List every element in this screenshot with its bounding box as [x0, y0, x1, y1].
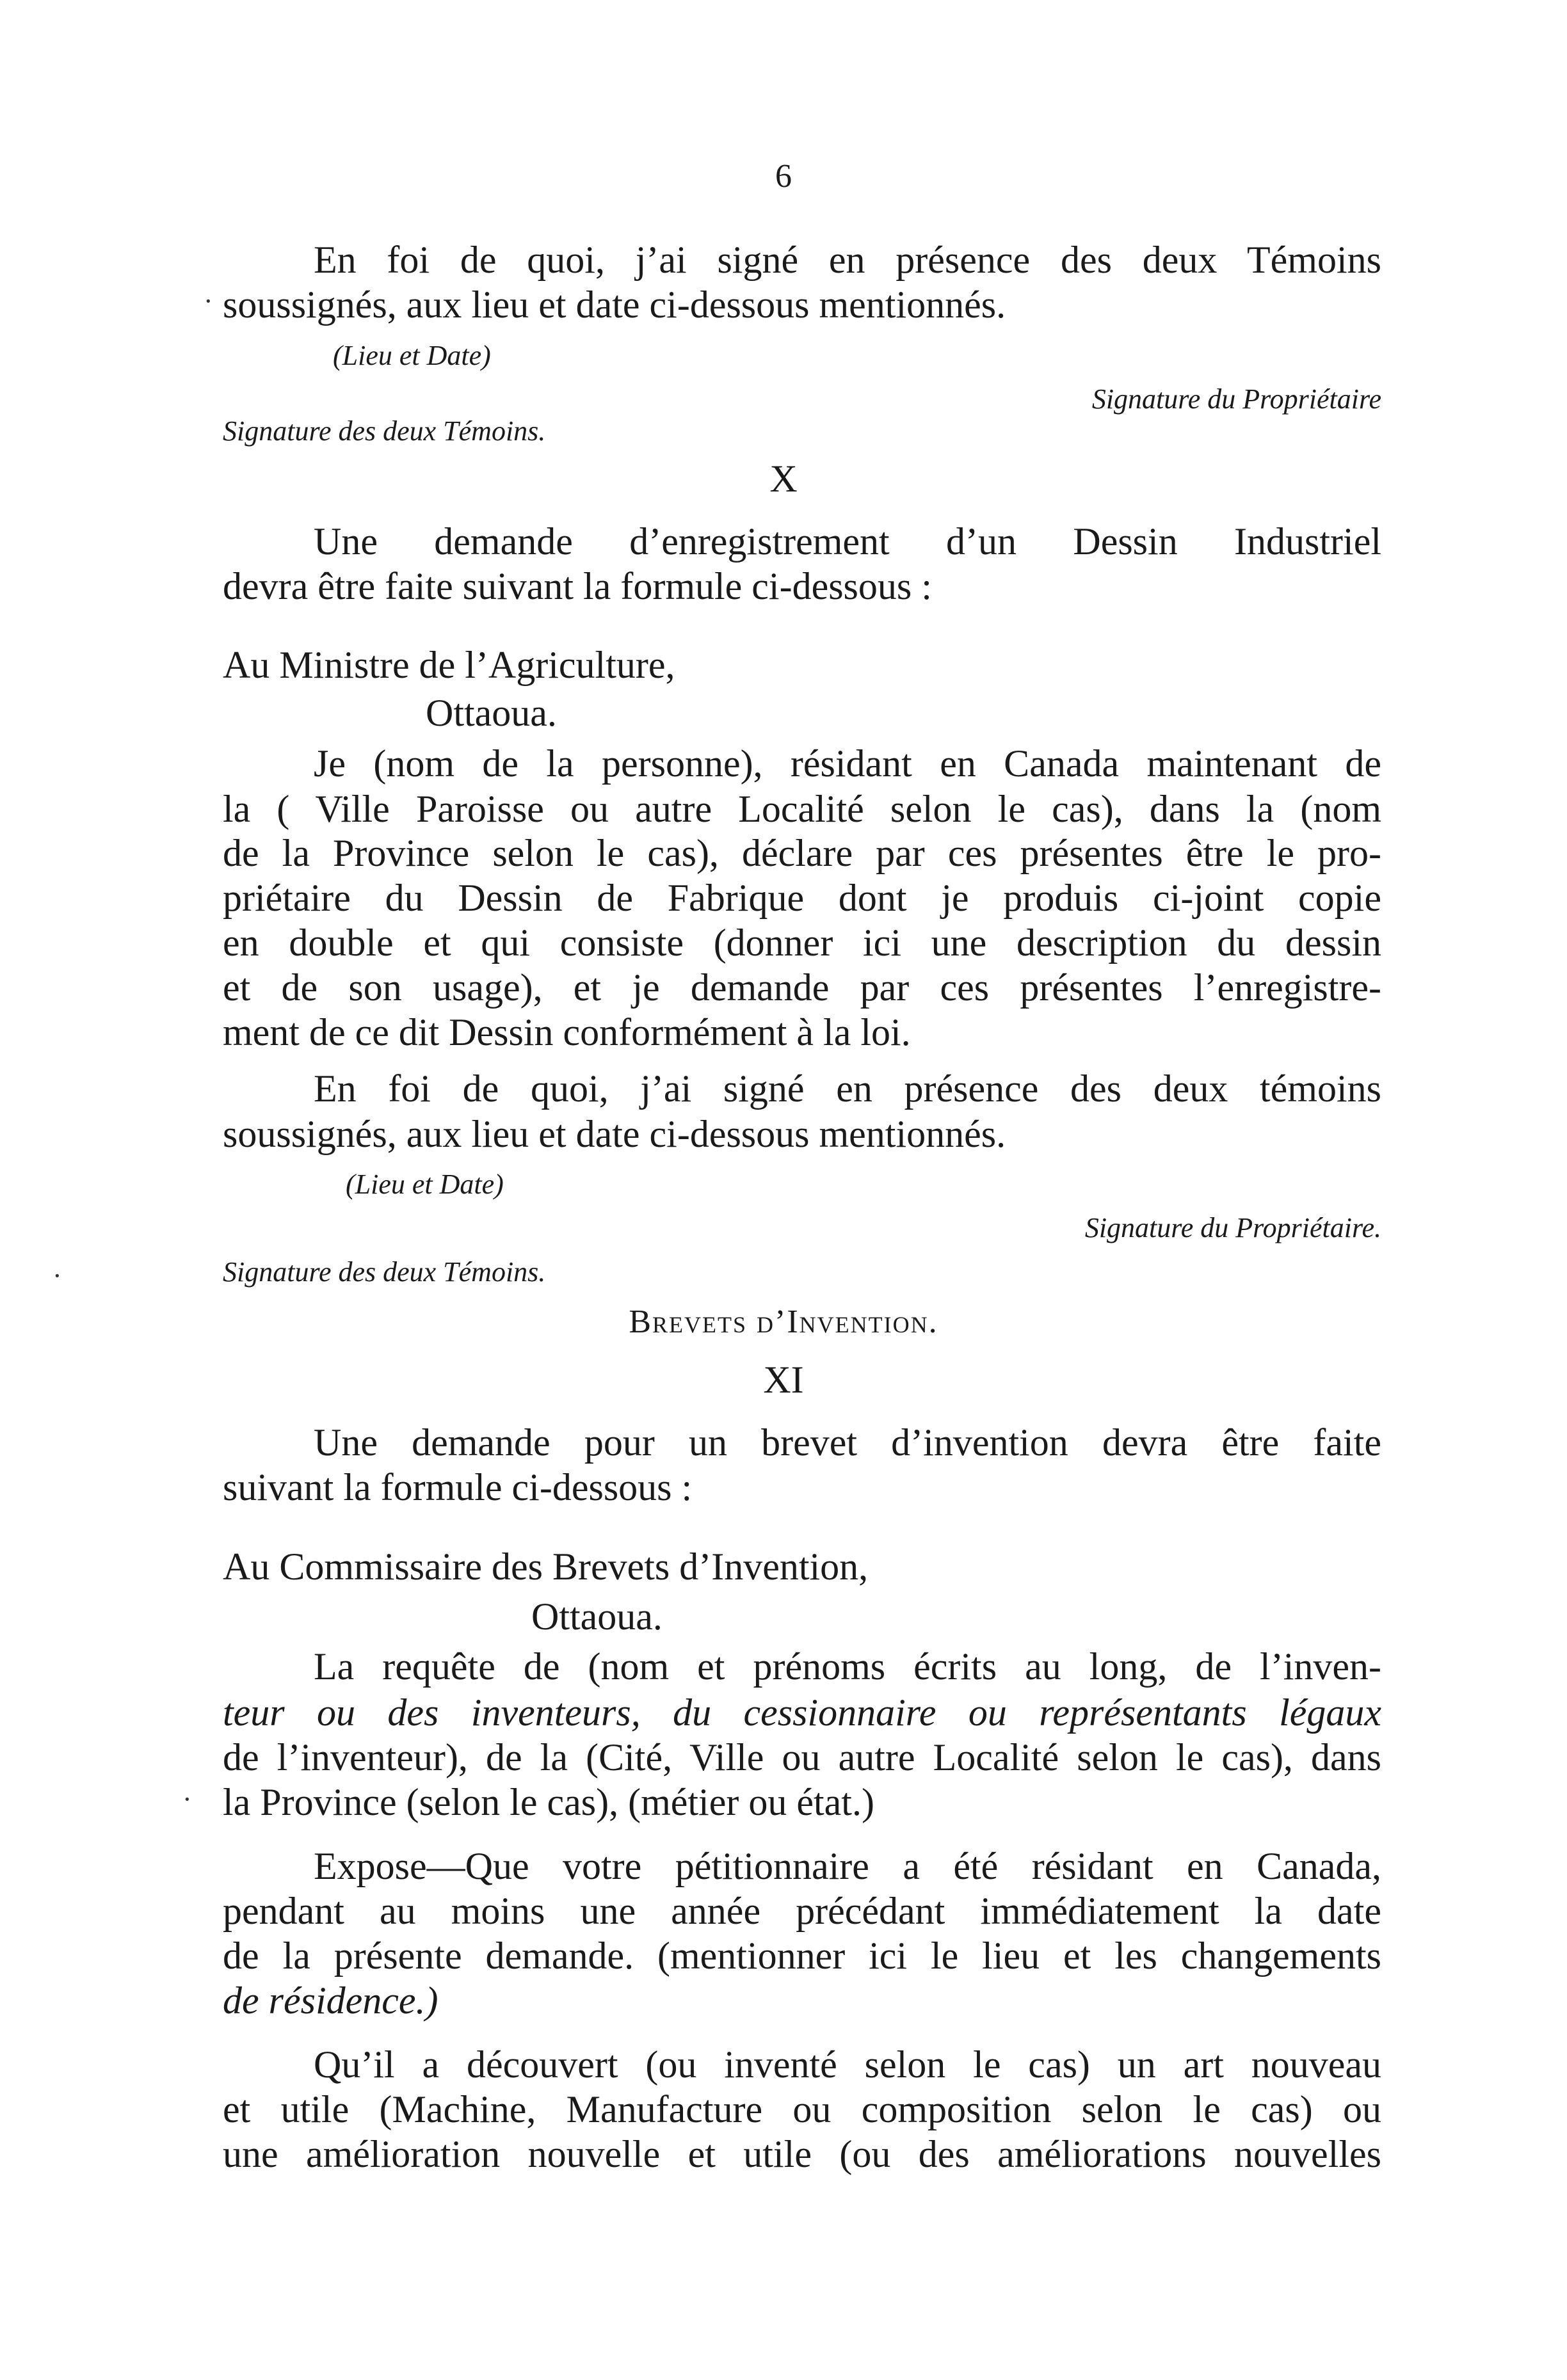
paragraph-line: de la Province selon le cas), déclare par ces présentes être le pro-: [223, 832, 1381, 874]
print-speck: ·: [52, 1260, 62, 1291]
paragraph-line: priétaire du Dessin de Fabrique dont je produis ci-joint copie: [223, 877, 1381, 919]
paragraph-line: soussignés, aux lieu et date ci-dessous mentionnés.: [223, 1113, 1006, 1155]
print-speck: ·: [204, 285, 213, 317]
paragraph-line: Je (nom de la personne), résidant en Canada maintenant de: [314, 742, 1381, 785]
addressee: Au Ministre de l’Agriculture,: [223, 644, 675, 686]
paragraph-line: teur ou des inventeurs, du cessionnaire ou représentants légaux: [223, 1691, 1381, 1734]
paragraph-line: de la présente demande. (mentionner ici le lieu et les changements: [223, 1935, 1381, 1977]
addressee: Au Commissaire des Brevets d’Invention,: [223, 1545, 869, 1588]
paragraph-line: de résidence.): [223, 1979, 438, 2022]
place-date-label: (Lieu et Date): [346, 1169, 504, 1200]
section-numeral-x: X: [769, 458, 798, 500]
paragraph-line: pendant au moins une année précédant immédiatement la date: [223, 1890, 1381, 1932]
section-numeral-xi: XI: [763, 1359, 804, 1401]
print-speck: ·: [182, 1784, 192, 1815]
city: Ottaoua.: [426, 692, 557, 734]
paragraph-line: et de son usage), et je demande par ces présentes l’enregistre-: [223, 966, 1381, 1009]
owner-signature-label: Signature du Propriétaire: [1091, 383, 1381, 415]
owner-signature-label: Signature du Propriétaire.: [1084, 1212, 1381, 1243]
paragraph-line: une amélioration nouvelle et utile (ou des améliorations nouvelles: [223, 2133, 1381, 2175]
section-heading: Brevets d’Invention.: [629, 1304, 938, 1340]
paragraph-line: soussignés, aux lieu et date ci-dessous mentionnés.: [223, 284, 1006, 326]
paragraph-line: de l’inventeur), de la (Cité, Ville ou autre Localité selon le cas), dans: [223, 1736, 1381, 1778]
place-date-label: (Lieu et Date): [333, 340, 491, 371]
witnesses-signature-label: Signature des deux Témoins.: [223, 415, 546, 447]
paragraph-line: En foi de quoi, j’ai signé en présence des deux témoins: [314, 1067, 1381, 1110]
paragraph-line: en double et qui consiste (donner ici une description du dessin: [223, 922, 1381, 964]
paragraph-line: la Province (selon le cas), (métier ou état.): [223, 1781, 874, 1823]
paragraph-line: Qu’il a découvert (ou inventé selon le cas) un art nouveau: [314, 2043, 1381, 2086]
page-number: 6: [775, 158, 792, 195]
paragraph-line: devra être faite suivant la formule ci-dessous :: [223, 565, 932, 607]
paragraph-line: Expose—Que votre pétitionnaire a été résidant en Canada,: [314, 1845, 1381, 1887]
city: Ottaoua.: [531, 1595, 663, 1638]
paragraph-line: suivant la formule ci-dessous :: [223, 1466, 693, 1508]
paragraph-line: la ( Ville Paroisse ou autre Localité selon le cas), dans la (nom: [223, 788, 1381, 830]
paragraph-line: La requête de (nom et prénoms écrits au long, de l’inven-: [314, 1645, 1381, 1688]
witnesses-signature-label: Signature des deux Témoins.: [223, 1256, 546, 1288]
paragraph-line: et utile (Machine, Manufacture ou composition selon le cas) ou: [223, 2088, 1381, 2130]
paragraph-line: Une demande pour un brevet d’invention devra être faite: [314, 1421, 1381, 1464]
paragraph-line: Une demande d’enregistrement d’un Dessin Industriel: [314, 520, 1381, 563]
paragraph-line: ment de ce dit Dessin conformément à la loi.: [223, 1011, 911, 1053]
paragraph-line: En foi de quoi, j’ai signé en présence des deux Témoins: [314, 239, 1381, 281]
